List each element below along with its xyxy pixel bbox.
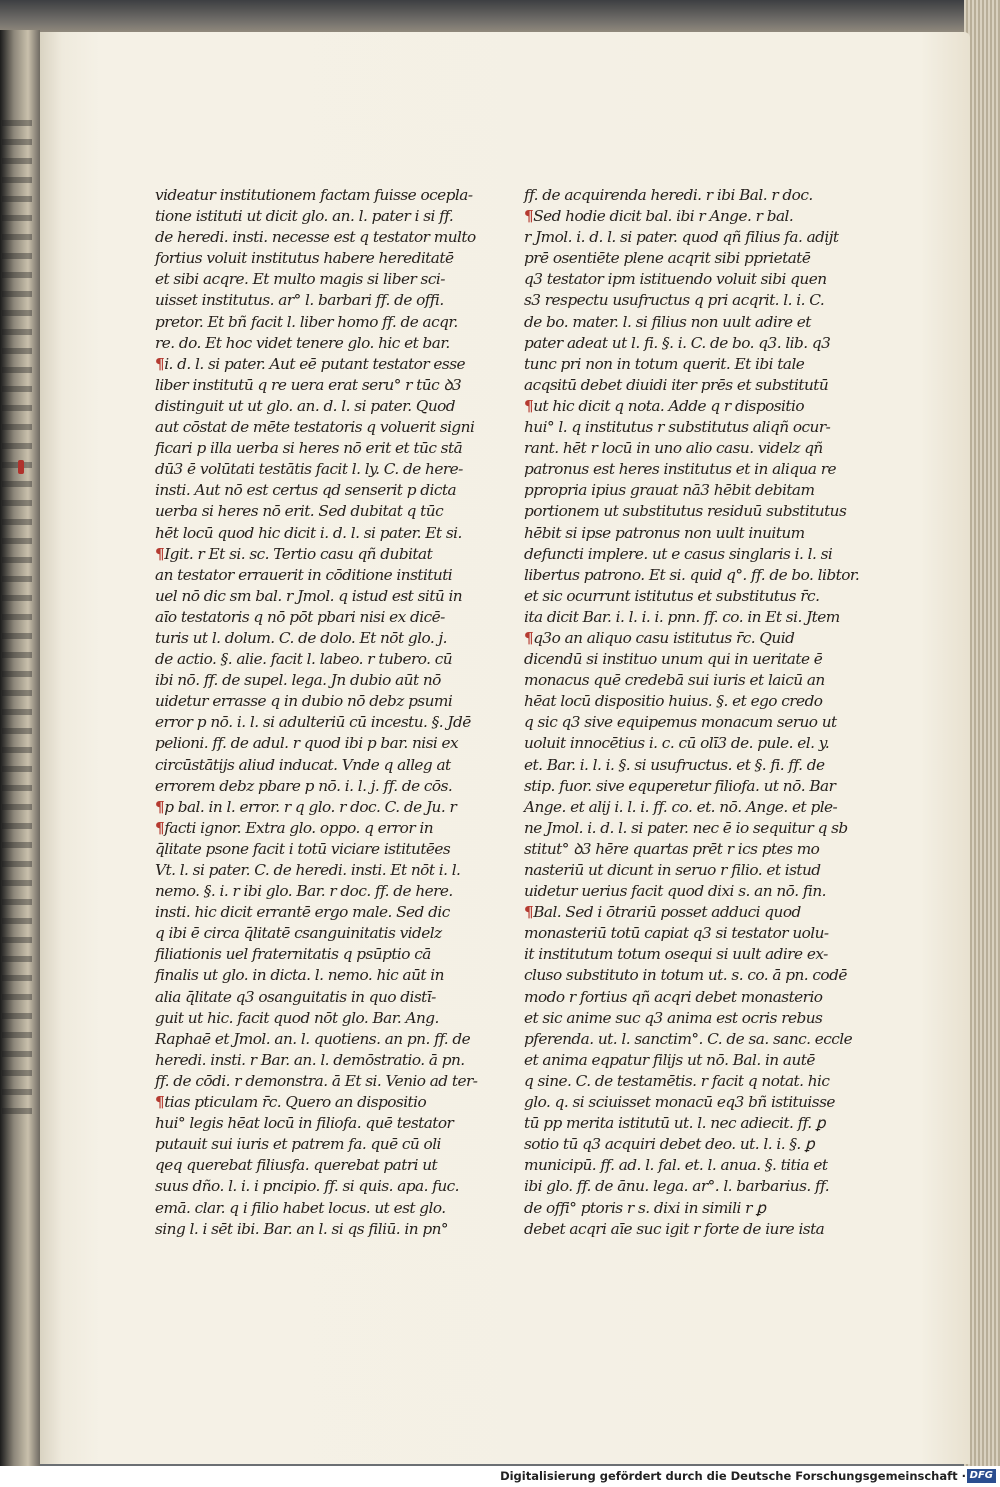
text-line [524, 797, 838, 818]
text-line [524, 839, 820, 860]
text-line [524, 649, 823, 670]
line-text: nemo. §. i. r ibi glo. Bar. r doc. ff. de here. [155, 882, 453, 901]
line-text: uisset institutus. ar° l. barbari ff. de offi. [155, 291, 444, 310]
line-text: monacus quē credebā sui iuris et laicū an [524, 671, 825, 690]
text-line [155, 438, 463, 459]
text-line [155, 1071, 478, 1092]
text-line [155, 1050, 465, 1071]
rubric-mark: ¶ [524, 207, 534, 226]
line-text: q̄litate psone facit i totū viciare istitutēes [155, 839, 451, 858]
text-line [155, 712, 471, 733]
line-text: circūstātijs aliud inducat. Vnde q alleg at [155, 755, 451, 774]
rubric-mark: ¶ [524, 903, 534, 922]
text-line [155, 185, 473, 206]
line-text: filiationis uel fraternitatis q psūptio cā [155, 945, 431, 964]
text-line [524, 354, 814, 375]
line-text: monasteriū totū capiat q3 si testator uolu- [524, 924, 829, 943]
text-line [524, 818, 848, 839]
text-line [524, 944, 828, 965]
line-text: portionem ut substitutus residuū substitutus [524, 502, 847, 521]
line-text: pferenda. ut. l. sanctim°. C. de sa. sanc. eccle [524, 1029, 853, 1048]
line-text: qeq querebat filiusfa. querebat patri ut [155, 1156, 438, 1175]
text-line [524, 480, 814, 501]
text-line [524, 1029, 853, 1050]
line-text: Sed hodie dicit bal. ibi r Ange. r bal. [533, 207, 794, 226]
line-text: hui° legis hēat locū in filiofa. quē testator [155, 1114, 454, 1133]
text-line [524, 1071, 830, 1092]
line-text: et. Bar. i. l. i. §. si usufructus. et §. fi. ff. de [524, 755, 825, 774]
text-line [524, 691, 823, 712]
rubric-mark: ¶ [155, 818, 165, 837]
line-text: uoluit innocētius i. c. cū olī3 de. pule. el. y. [524, 734, 830, 753]
text-line [155, 944, 445, 965]
text-line [155, 1092, 445, 1113]
text-line [155, 544, 445, 565]
line-text: Bal. Sed i ōtrariū posset adduci quod [533, 903, 801, 922]
text-line [155, 312, 458, 333]
text-line [524, 185, 814, 206]
text-line [524, 776, 836, 797]
line-text: ita dicit Bar. i. l. i. i. pnn. ff. co. in Et si. Jtem [524, 607, 840, 626]
text-line [155, 333, 450, 354]
text-line [155, 797, 457, 818]
text-line [155, 965, 445, 986]
text-line [155, 733, 459, 754]
line-text: et sic anime suc q3 anima est ocris rebus [524, 1008, 823, 1027]
left-text-column [155, 185, 478, 1240]
text-line [524, 417, 831, 438]
text-line [524, 438, 823, 459]
line-text: ff. de acquirenda heredi. r ibi Bal. r doc. [524, 186, 813, 204]
text-line [155, 417, 475, 438]
line-text: finalis ut glo. in dicta. l. nemo. hic aūt in [155, 966, 444, 985]
line-text: re. do. Et hoc videt tenere glo. hic et bar. [155, 333, 450, 352]
line-text: an testator errauerit in cōditione instituti [155, 565, 453, 584]
line-text: pater adeat ut l. fi. §. i. C. de bo. q3. lib. q3 [524, 333, 831, 352]
text-line [524, 881, 826, 902]
line-text: heredi. insti. r Bar. an. l. demōstratio. ā pn. [155, 1050, 465, 1069]
text-line [524, 860, 821, 881]
line-text: alia q̄litate q3 osanguitatis in quo distī- [155, 987, 436, 1006]
text-line [524, 396, 814, 417]
text-line [524, 333, 831, 354]
text-line [155, 649, 453, 670]
line-text: emā. clar. q i filio habet locus. ut est glo. [155, 1198, 446, 1217]
text-line [155, 776, 453, 797]
line-text: defuncti implere. ut e casus singlaris i. l. si [524, 544, 833, 563]
line-text: et anima eqpatur filijs ut nō. Bal. in autē [524, 1050, 815, 1069]
line-text: debet acqri aīe suc igit r forte de iure ista [524, 1219, 825, 1238]
text-line [155, 396, 456, 417]
text-line [524, 1113, 826, 1134]
line-text: sotio tū q3 acquiri debet deo. ut. l. i. §. ꝑ [524, 1135, 815, 1154]
line-text: s3 respectu usufructus q pri acqrit. l. i. C. [524, 291, 825, 310]
text-line [524, 1198, 814, 1219]
right-text-column [524, 185, 860, 1240]
text-line [524, 1134, 814, 1155]
line-text: suus dño. l. i. i pncipio. ff. si quis. apa. fuc. [155, 1177, 459, 1196]
text-line [524, 248, 814, 269]
line-text: dū3 ē volūtati testātis facit l. ly. C. de here- [155, 460, 463, 479]
text-line [524, 565, 860, 586]
line-text: turis ut l. dolum. C. de dolo. Et nōt glo. j. [155, 628, 447, 647]
line-text: stitut° ꝺ3 hēre quartas prēt r ics ptes mo [524, 839, 820, 858]
line-text: it institutum totum osequi si uult adire ex- [524, 945, 828, 964]
line-text: municipū. ff. ad. l. fal. et. l. anua. §. titia et [524, 1156, 828, 1175]
text-line [524, 269, 827, 290]
line-text: uidetur errasse q in dubio nō debz psumi [155, 692, 453, 711]
line-text: ficari p illa uerba si heres nō erit et tūc stā [155, 439, 463, 458]
line-text: prē osentiēte plene acqrit sibi pprietatē [524, 249, 811, 268]
text-line [524, 459, 837, 480]
text-line [155, 1008, 445, 1029]
rubric-mark: ¶ [155, 354, 165, 373]
text-line [155, 1176, 459, 1197]
text-line [155, 1134, 445, 1155]
line-text: stip. fuor. sive equperetur filiofa. ut nō. Bar [524, 776, 836, 795]
line-text: facti ignor. Extra glo. oppo. q error in [164, 818, 434, 837]
text-line [524, 1092, 835, 1113]
line-text: sing l. i sēt ibi. Bar. an l. si qs filiū. in pn° [155, 1219, 448, 1238]
text-line [155, 1029, 471, 1050]
manuscript-page [40, 32, 970, 1464]
line-text: i. d. l. si pater. Aut eē putant testator esse [164, 354, 466, 373]
line-text: insti. Aut nō est certus qd senserit p dicta [155, 481, 457, 500]
text-line [155, 818, 445, 839]
line-text: ne Jmol. i. d. l. si pater. nec ē io sequitur q sb [524, 818, 848, 837]
text-line [155, 670, 445, 691]
line-text: uerba si heres nō erit. Sed dubitat q tūc [155, 502, 444, 521]
text-line [155, 987, 445, 1008]
text-line [155, 902, 450, 923]
text-line [524, 290, 825, 311]
text-line [155, 565, 453, 586]
line-text: Raphaē et Jmol. an. l. quotiens. an pn. ff. de [155, 1029, 471, 1048]
line-text: et sibi acqre. Et multo magis si liber sci- [155, 270, 445, 289]
line-text: p bal. in l. error. r q glo. r doc. C. de Ju. r [164, 797, 457, 816]
line-text: de bo. mater. l. si filius non uult adire et [524, 312, 811, 331]
line-text: hēt locū quod hic dicit i. d. l. si pater. Et si. [155, 523, 462, 542]
line-text: ff. de cōdi. r demonstra. ā Et si. Venio ad ter- [155, 1071, 478, 1090]
text-line [155, 1155, 445, 1176]
line-text: tū pp merita istitutū ut. l. nec adiecit. ff. ꝑ [524, 1114, 826, 1133]
text-line [524, 1050, 814, 1071]
text-line [155, 628, 445, 649]
line-text: putauit sui iuris et patrem fa. quē cū oli [155, 1135, 441, 1154]
rubric-mark: ¶ [155, 1093, 165, 1112]
line-text: videatur institutionem factam fuisse ocepla- [155, 186, 473, 204]
text-line [524, 628, 814, 649]
line-text: hēat locū dispositio huius. §. et ego credo [524, 692, 823, 711]
line-text: pretor. Et bñ facit l. liber homo ff. de acqr. [155, 312, 458, 331]
text-line [155, 269, 445, 290]
text-line [524, 1008, 823, 1029]
line-text: aīo testatoris q nō pōt pbari nisi ex dicē- [155, 607, 445, 626]
text-line [524, 544, 833, 565]
text-line [155, 375, 462, 396]
line-text: tias pticulam r̄c. Quero an dispositio [164, 1093, 427, 1112]
line-text: fortius voluit institutus habere hereditatē [155, 249, 454, 268]
text-line [524, 733, 830, 754]
text-line [524, 965, 847, 986]
line-text: et sic ocurrunt istitutus et substitutus r̄c. [524, 586, 820, 605]
line-text: uel nō dic sm bal. r Jmol. q istud est sitū in [155, 586, 463, 605]
line-text: pelioni. ff. de adul. r quod ibi p bar. nisi ex [155, 734, 459, 753]
line-text: guit ut hic. facit quod nōt glo. Bar. Ang. [155, 1008, 439, 1027]
line-text: cluso substituto in totum ut. s. co. ā pn. codē [524, 966, 847, 985]
line-text: patronus est heres institutus et in aliqua re [524, 460, 837, 479]
line-text: Igit. r Et si. sc. Tertio casu qñ dubitat [164, 544, 433, 563]
funding-credit: Digitalisierung gefördert durch die Deutsche Forschungsgemeinschaft · [500, 1469, 966, 1483]
line-text: q sic q3 sive equipemus monacum seruo ut [524, 713, 837, 732]
line-text: de actio. §. alie. facit l. labeo. r tubero. cū [155, 650, 453, 669]
text-line [155, 607, 445, 628]
text-line [155, 923, 445, 944]
line-text: errorem debz pbare p nō. i. l. j. ff. de cōs. [155, 776, 453, 795]
text-line [524, 375, 829, 396]
line-text: ibi glo. ff. de ānu. lega. ar°. l. barbarius. ff. [524, 1177, 830, 1196]
line-text: modo r fortius qñ acqri debet monasterio [524, 987, 823, 1006]
line-text: tione istituti ut dicit glo. an. l. pater i si ff. [155, 207, 454, 226]
text-line [155, 501, 445, 522]
line-text: q3o an aliquo casu istitutus r̄c. Quid [533, 628, 795, 647]
text-line [155, 523, 462, 544]
text-line [524, 523, 814, 544]
text-line [524, 607, 840, 628]
line-text: ut hic dicit q nota. Adde q r dispositio [533, 396, 804, 415]
line-text: aut cōstat de mēte testatoris q voluerit signi [155, 418, 475, 437]
line-text: q sine. C. de testamētis. r facit q notat. hic [524, 1071, 830, 1090]
text-line [155, 1219, 448, 1240]
rubric-mark: ¶ [524, 628, 534, 647]
footer-bar [0, 1466, 1000, 1487]
line-text: hui° l. q institutus r substitutus aliqñ ocur- [524, 418, 831, 437]
text-line [524, 1219, 825, 1240]
line-text: acqsitū debet diuidi iter prēs et substitutū [524, 375, 829, 394]
text-line [155, 586, 463, 607]
line-text: ibi nō. ff. de supel. lega. Jn dubio aūt nō [155, 671, 441, 690]
text-line [155, 354, 466, 375]
line-text: rant. hēt r locū in uno alio casu. videlz qñ [524, 439, 823, 458]
line-text: glo. q. si sciuisset monacū eq3 bñ istituisse [524, 1093, 835, 1112]
line-text: uidetur uerius facit quod dixi s. an nō. fin. [524, 882, 826, 901]
text-line [155, 860, 461, 881]
text-line [524, 206, 814, 227]
text-line [155, 227, 476, 248]
text-line [155, 881, 453, 902]
text-line [155, 248, 454, 269]
text-line [524, 923, 829, 944]
text-line [524, 586, 820, 607]
line-text: q3 testator ipm istituendo voluit sibi quen [524, 270, 827, 289]
line-text: dicendū si instituo unum qui in ueritate ē [524, 650, 823, 669]
text-line [155, 290, 445, 311]
dfg-logo: DFG [967, 1469, 996, 1483]
text-line [524, 712, 837, 733]
line-text: distinguit ut ut glo. an. d. l. si pater. Quod [155, 396, 456, 415]
line-text: Ange. et alij i. l. i. ff. co. et. nō. Ange. et ple- [524, 797, 838, 816]
line-text: hēbit si ipse patronus non uult inuitum [524, 523, 805, 542]
facing-page-text-fragments [2, 120, 32, 1120]
text-line [524, 755, 825, 776]
text-line [155, 459, 463, 480]
line-text: ppropria ipius grauat nā3 hēbit debitam [524, 481, 815, 500]
text-line [155, 691, 453, 712]
text-line [524, 227, 839, 248]
line-text: q ibi ē circa q̄litatē csanguinitatis videlz [155, 924, 442, 943]
line-text: nasteriū ut dicunt in seruo r filio. et istud [524, 861, 821, 879]
text-line [524, 987, 823, 1008]
line-text: de offi° ptoris r s. dixi in simili r ꝑ [524, 1198, 766, 1217]
text-line [524, 312, 814, 333]
text-line [155, 839, 451, 860]
line-text: de heredi. insti. necesse est q testator multo [155, 228, 476, 247]
line-text: insti. hic dicit errantē ergo male. Sed dic [155, 903, 450, 922]
text-line [155, 480, 457, 501]
line-text: Vt. l. si pater. C. de heredi. insti. Et nōt i. l. [155, 861, 461, 879]
text-line [524, 501, 847, 522]
text-line [524, 670, 825, 691]
facing-page-rubric-mark [18, 460, 24, 474]
text-line [155, 1198, 445, 1219]
rubric-mark: ¶ [155, 797, 165, 816]
rubric-mark: ¶ [524, 396, 534, 415]
text-line [155, 755, 451, 776]
text-line [524, 902, 814, 923]
text-line [155, 1113, 454, 1134]
text-line [524, 1176, 830, 1197]
line-text: liber institutū q re uera erat seru° r tūc ꝺ3 [155, 375, 462, 394]
line-text: libertus patrono. Et si. quid q°. ff. de bo. libtor. [524, 565, 860, 584]
text-line [524, 1155, 828, 1176]
line-text: r Jmol. i. d. l. si pater. quod qñ filius fa. adijt [524, 228, 839, 247]
facing-page-edge [0, 30, 40, 1466]
text-line [155, 206, 454, 227]
line-text: tunc pri non in totum querit. Et ibi tale [524, 354, 805, 373]
rubric-mark: ¶ [155, 544, 165, 563]
line-text: error p nō. i. l. si adulteriū cū incestu. §. Jdē [155, 713, 471, 732]
